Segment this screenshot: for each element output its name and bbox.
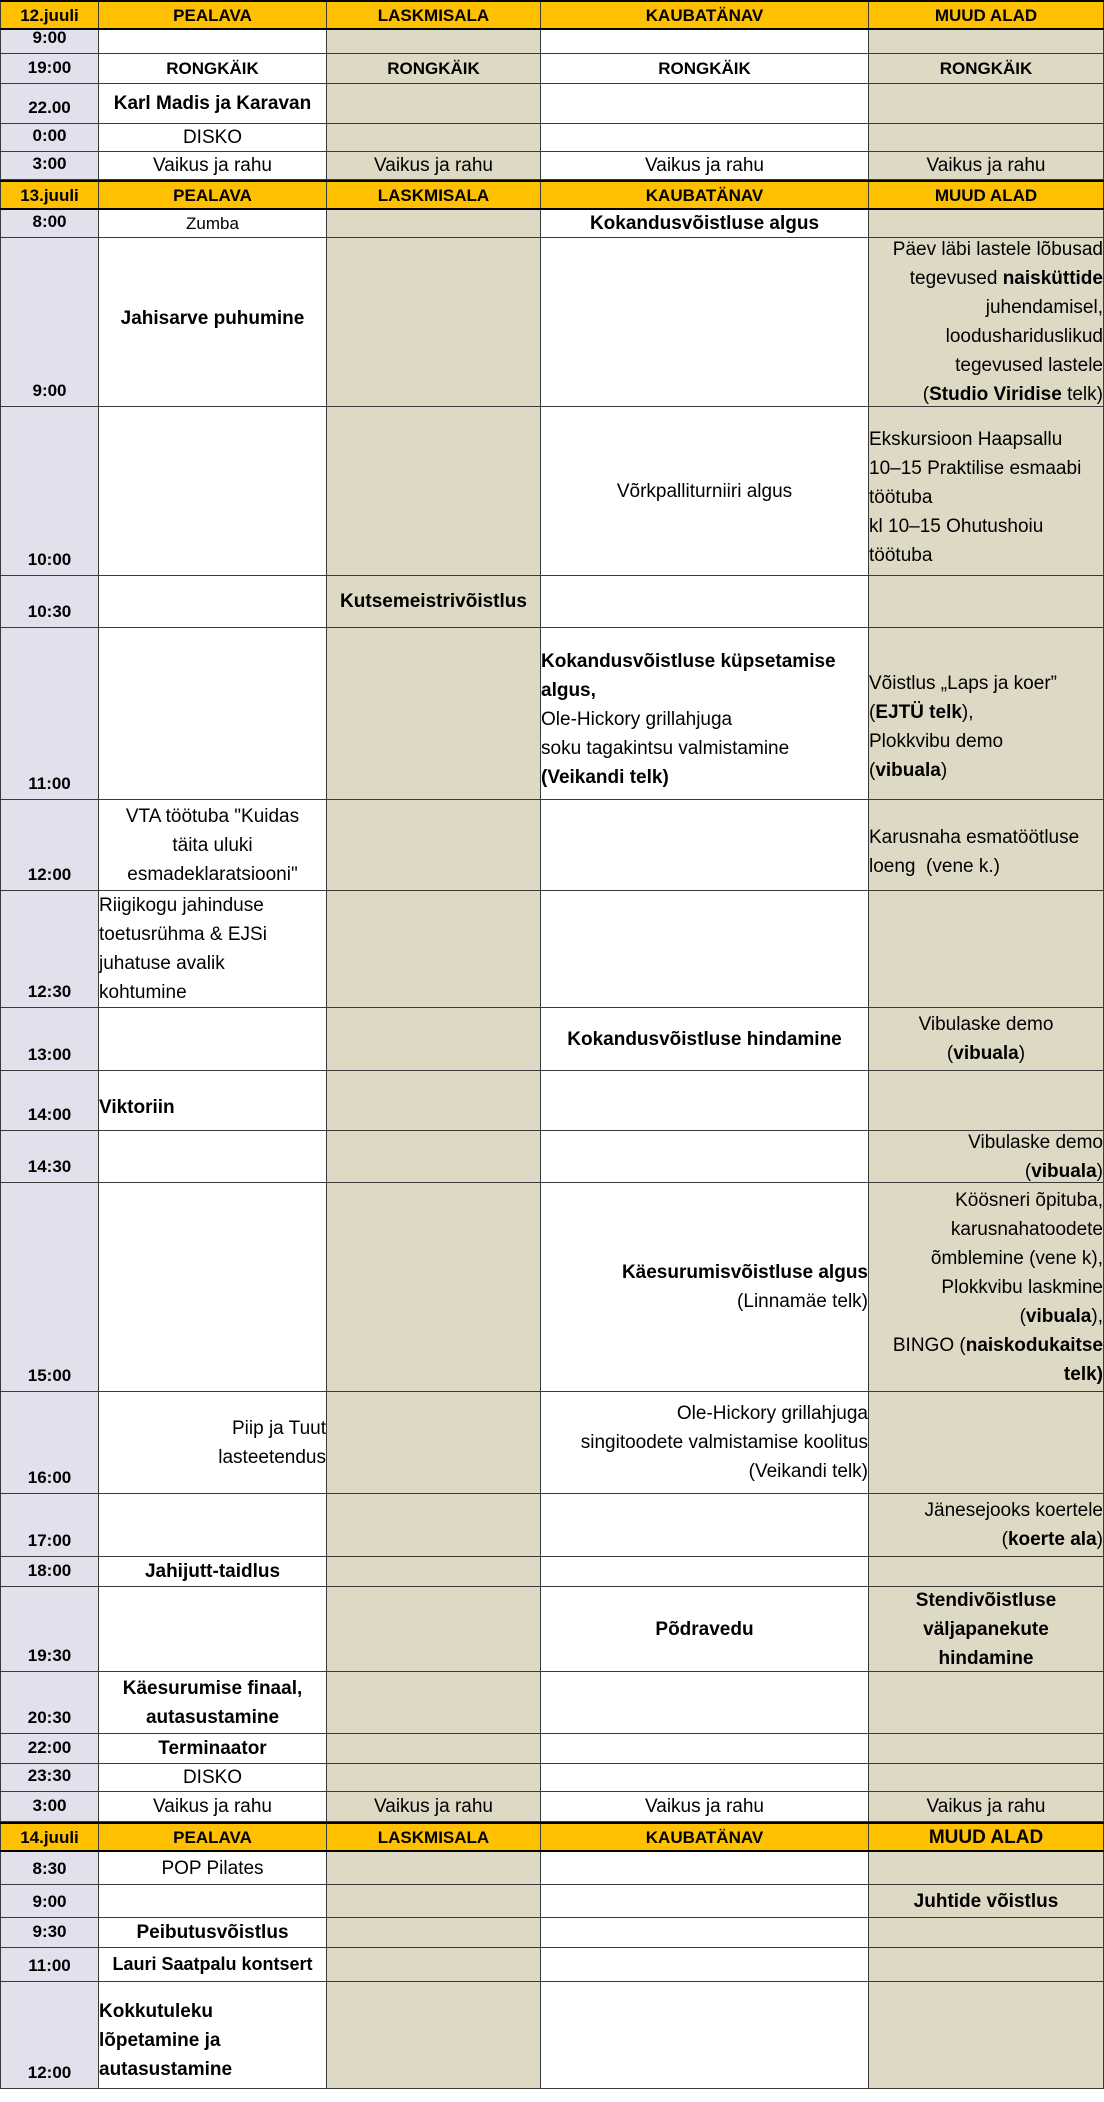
muud-line: Plokkvibu laskmine	[941, 1276, 1103, 1298]
kaubatanav-cell	[541, 1557, 869, 1587]
schedule-row	[0, 1071, 1104, 1131]
time-cell: 22:00	[0, 1734, 99, 1764]
time-cell: 11:00	[0, 1948, 99, 1982]
schedule-row	[0, 1885, 1104, 1918]
kaubatanav-cell	[541, 84, 869, 124]
laskmisala-cell	[327, 30, 541, 54]
schedule-row	[0, 1183, 1104, 1392]
laskmisala-cell	[327, 1852, 541, 1885]
schedule-row	[0, 1672, 1104, 1734]
muud-cell	[869, 1672, 1104, 1734]
col-header-kaubatanav: KAUBATÄNAV	[541, 1824, 869, 1850]
time-cell: 22.00	[0, 84, 99, 124]
kaubatanav-cell	[541, 800, 869, 891]
laskmisala-cell	[327, 1982, 541, 2089]
kaubatanav-line: Ole-Hickory grillahjuga	[676, 1403, 868, 1424]
schedule-row	[0, 891, 1104, 1008]
laskmisala-cell	[327, 1131, 541, 1183]
time-cell: 16:00	[0, 1392, 99, 1494]
pealava-cell: Jahijutt-taidlus	[99, 1557, 327, 1587]
kaubatanav-cell	[541, 1183, 869, 1392]
muud-line: (koerte ala)	[1001, 1529, 1103, 1550]
muud-line: juhendamisel,	[985, 297, 1103, 318]
pealava-cell	[99, 407, 327, 576]
laskmisala-cell	[327, 1183, 541, 1392]
muud-cell: RONGKÄIK	[869, 54, 1104, 84]
laskmisala-cell	[327, 210, 541, 238]
muud-line: töötuba	[869, 486, 933, 508]
muud-cell	[869, 1071, 1104, 1131]
time-cell: 12:00	[0, 800, 99, 891]
laskmisala-cell	[327, 1071, 541, 1131]
schedule-row	[0, 210, 1104, 238]
kaubatanav-cell	[541, 1672, 869, 1734]
kaubatanav-cell: Vaikus ja rahu	[541, 1792, 869, 1822]
muud-cell	[869, 124, 1104, 152]
kaubatanav-cell	[541, 1494, 869, 1557]
kaubatanav-line: (Linnamäe telk)	[737, 1291, 868, 1312]
muud-line: (vibuala)	[869, 759, 948, 781]
muud-line: Ekskursioon Haapsallu	[869, 428, 1063, 450]
muud-cell	[869, 30, 1104, 54]
pealava-line: juhatuse avalik	[99, 953, 225, 974]
time-cell: 0:00	[0, 124, 99, 152]
pealava-line: täita uluki	[172, 834, 253, 856]
laskmisala-cell	[327, 84, 541, 124]
pealava-cell: Vaikus ja rahu	[99, 152, 327, 180]
laskmisala-cell	[327, 891, 541, 1008]
pealava-line: VTA töötuba "Kuidas	[125, 805, 300, 827]
kaubatanav-cell	[541, 1071, 869, 1131]
laskmisala-cell	[327, 800, 541, 891]
pealava-cell	[99, 1885, 327, 1918]
kaubatanav-line: Käesurumisvõistluse algus	[621, 1262, 868, 1283]
kaubatanav-cell	[541, 1392, 869, 1494]
kaubatanav-line: (Veikandi telk)	[541, 767, 669, 788]
schedule-row	[0, 238, 1104, 407]
time-cell: 10:00	[0, 407, 99, 576]
muud-line: (vibuala)	[946, 1043, 1026, 1064]
pealava-line: esmadeklaratsiooni"	[127, 863, 298, 885]
laskmisala-cell	[327, 1587, 541, 1672]
col-header-pealava: PEALAVA	[99, 2, 327, 28]
kaubatanav-cell	[541, 1764, 869, 1792]
muud-line: loodushariduslikud	[945, 326, 1103, 347]
muud-line: 10–15 Praktilise esmaabi	[869, 457, 1082, 479]
time-cell: 8:00	[0, 210, 99, 238]
pealava-cell: Viktoriin	[99, 1071, 327, 1131]
muud-line: kl 10–15 Ohutushoiu	[869, 515, 1044, 537]
laskmisala-cell	[327, 238, 541, 407]
kaubatanav-cell: Põdravedu	[541, 1587, 869, 1672]
pealava-line: Kokkutuleku	[99, 2000, 214, 2022]
time-cell: 14:30	[0, 1131, 99, 1183]
pealava-cell: Vaikus ja rahu	[99, 1792, 327, 1822]
pealava-line: kohtumine	[99, 982, 187, 1003]
muud-cell	[869, 210, 1104, 238]
col-header-muud-alad: MUUD ALAD	[869, 1824, 1104, 1850]
kaubatanav-cell	[541, 1131, 869, 1183]
kaubatanav-cell	[541, 124, 869, 152]
muud-cell	[869, 1587, 1104, 1672]
pealava-cell	[99, 891, 327, 1008]
schedule-row	[0, 152, 1104, 180]
pealava-cell	[99, 30, 327, 54]
schedule-row	[0, 1792, 1104, 1822]
time-cell: 12:00	[0, 1982, 99, 2089]
muud-cell	[869, 1982, 1104, 2089]
schedule-row	[0, 576, 1104, 628]
kaubatanav-cell: Kokandusvõistluse algus	[541, 210, 869, 238]
pealava-cell	[99, 628, 327, 800]
schedule-row	[0, 1852, 1104, 1885]
col-header-laskmisala: LASKMISALA	[327, 1824, 541, 1850]
time-cell: 11:00	[0, 628, 99, 800]
kaubatanav-cell	[541, 891, 869, 1008]
pealava-line: toetusrühma & EJSi	[99, 924, 267, 945]
muud-cell	[869, 1852, 1104, 1885]
time-cell: 10:30	[0, 576, 99, 628]
schedule-row	[0, 30, 1104, 54]
kaubatanav-line: singitoodete valmistamise koolitus	[580, 1432, 868, 1453]
kaubatanav-cell: Kokandusvõistluse hindamine	[541, 1008, 869, 1071]
kaubatanav-line: Kokandusvõistluse küpsetamise	[541, 651, 836, 672]
muud-line: (EJTÜ telk),	[869, 701, 974, 723]
pealava-line: Piip ja Tuut	[232, 1417, 326, 1439]
kaubatanav-cell	[541, 238, 869, 407]
muud-cell	[869, 576, 1104, 628]
col-header-laskmisala: LASKMISALA	[327, 182, 541, 208]
pealava-cell	[99, 1008, 327, 1071]
pealava-cell: Lauri Saatpalu kontsert	[99, 1948, 327, 1982]
muud-line: Võistlus „Laps ja koer”	[869, 672, 1057, 694]
kaubatanav-cell	[541, 1885, 869, 1918]
pealava-cell: RONGKÄIK	[99, 54, 327, 84]
pealava-line: Riigikogu jahinduse	[99, 895, 264, 916]
laskmisala-cell: RONGKÄIK	[327, 54, 541, 84]
muud-line: Vibulaske demo	[968, 1131, 1103, 1153]
time-cell: 19:30	[0, 1587, 99, 1672]
day-date-cell: 14.juuli	[0, 1824, 99, 1850]
pealava-line: lasteetendus	[218, 1446, 326, 1468]
col-header-muud-alad: MUUD ALAD	[869, 182, 1104, 208]
muud-cell	[869, 1764, 1104, 1792]
kaubatanav-cell	[541, 1948, 869, 1982]
kaubatanav-line: soku tagakintsu valmistamine	[541, 738, 790, 759]
pealava-line: autasustamine	[145, 1706, 280, 1728]
kaubatanav-line: (Veikandi telk)	[748, 1461, 868, 1482]
muud-line: väljapanekute	[923, 1618, 1049, 1640]
laskmisala-cell: Vaikus ja rahu	[327, 1792, 541, 1822]
laskmisala-cell	[327, 1885, 541, 1918]
pealava-line: lõpetamine ja	[99, 2029, 221, 2051]
schedule-row	[0, 1392, 1104, 1494]
schedule-row	[0, 124, 1104, 152]
schedule-row	[0, 1008, 1104, 1071]
time-cell: 9:30	[0, 1918, 99, 1948]
muud-line: Plokkvibu demo	[869, 730, 1004, 752]
muud-cell	[869, 407, 1104, 576]
time-cell: 23:30	[0, 1764, 99, 1792]
schedule-row	[0, 1918, 1104, 1948]
kaubatanav-cell: Vaikus ja rahu	[541, 152, 869, 180]
muud-line: Stendivõistluse	[915, 1589, 1057, 1611]
col-header-laskmisala: LASKMISALA	[327, 2, 541, 28]
muud-line: Vibulaske demo	[918, 1014, 1054, 1035]
muud-line: loeng (vene k.)	[869, 856, 1000, 877]
muud-cell	[869, 84, 1104, 124]
laskmisala-cell	[327, 1494, 541, 1557]
laskmisala-cell	[327, 1918, 541, 1948]
pealava-line: Käesurumise finaal,	[122, 1677, 303, 1699]
pealava-cell	[99, 1494, 327, 1557]
muud-cell: Juhtide võistlus	[869, 1885, 1104, 1918]
day-header-row	[0, 0, 1104, 30]
time-cell: 17:00	[0, 1494, 99, 1557]
laskmisala-cell	[327, 1392, 541, 1494]
pealava-line: autasustamine	[99, 2058, 233, 2080]
pealava-cell	[99, 1392, 327, 1494]
kaubatanav-cell: RONGKÄIK	[541, 54, 869, 84]
muud-cell	[869, 1494, 1104, 1557]
laskmisala-cell	[327, 124, 541, 152]
muud-line: Köösneri õpituba,	[955, 1189, 1103, 1211]
schedule-row	[0, 54, 1104, 84]
schedule-row	[0, 800, 1104, 891]
kaubatanav-line: algus,	[541, 680, 596, 701]
pealava-cell: Zumba	[99, 210, 327, 238]
muud-line: karusnahatoodete	[950, 1218, 1103, 1240]
pealava-cell: Jahisarve puhumine	[99, 238, 327, 407]
time-cell: 3:00	[0, 1792, 99, 1822]
laskmisala-cell	[327, 1734, 541, 1764]
kaubatanav-cell	[541, 1734, 869, 1764]
muud-cell	[869, 1557, 1104, 1587]
laskmisala-cell	[327, 1672, 541, 1734]
muud-line: hindamine	[938, 1647, 1034, 1669]
kaubatanav-cell	[541, 30, 869, 54]
muud-cell	[869, 1131, 1104, 1183]
day-header-row	[0, 180, 1104, 210]
schedule-row	[0, 1494, 1104, 1557]
laskmisala-cell	[327, 1557, 541, 1587]
kaubatanav-cell	[541, 1918, 869, 1948]
muud-line: Karusnaha esmatöötluse	[869, 827, 1080, 848]
pealava-cell	[99, 1131, 327, 1183]
kaubatanav-cell	[541, 1982, 869, 2089]
muud-line: (Studio Viridise telk)	[922, 384, 1103, 405]
time-cell: 9:00	[0, 238, 99, 407]
muud-cell	[869, 891, 1104, 1008]
muud-line: tegevused lastele	[955, 355, 1103, 376]
laskmisala-cell	[327, 1008, 541, 1071]
time-cell: 12:30	[0, 891, 99, 1008]
kaubatanav-cell	[541, 576, 869, 628]
col-header-kaubatanav: KAUBATÄNAV	[541, 2, 869, 28]
schedule-row	[0, 1587, 1104, 1672]
col-header-pealava: PEALAVA	[99, 182, 327, 208]
schedule-row	[0, 1131, 1104, 1183]
schedule-row	[0, 1734, 1104, 1764]
pealava-cell	[99, 1672, 327, 1734]
pealava-cell	[99, 576, 327, 628]
muud-line: õmblemine (vene k),	[930, 1247, 1103, 1269]
kaubatanav-cell	[541, 628, 869, 800]
kaubatanav-cell: Võrkpalliturniiri algus	[541, 407, 869, 576]
muud-cell: Vaikus ja rahu	[869, 152, 1104, 180]
laskmisala-cell	[327, 1764, 541, 1792]
time-cell: 19:00	[0, 54, 99, 84]
time-cell: 13:00	[0, 1008, 99, 1071]
schedule-row	[0, 628, 1104, 800]
muud-line: BINGO (naiskodukaitse	[892, 1334, 1103, 1356]
pealava-cell: DISKO	[99, 124, 327, 152]
pealava-cell	[99, 800, 327, 891]
muud-cell	[869, 1392, 1104, 1494]
pealava-cell: Terminaator	[99, 1734, 327, 1764]
laskmisala-cell: Vaikus ja rahu	[327, 152, 541, 180]
kaubatanav-line: Ole-Hickory grillahjuga	[541, 709, 733, 730]
muud-cell: Vaikus ja rahu	[869, 1792, 1104, 1822]
col-header-pealava: PEALAVA	[99, 1824, 327, 1850]
pealava-cell: POP Pilates	[99, 1852, 327, 1885]
pealava-cell: Karl Madis ja Karavan	[99, 84, 327, 124]
time-cell: 9:00	[0, 1885, 99, 1918]
muud-cell	[869, 800, 1104, 891]
schedule-row	[0, 1948, 1104, 1982]
col-header-kaubatanav: KAUBATÄNAV	[541, 182, 869, 208]
pealava-cell	[99, 1982, 327, 2089]
muud-cell	[869, 1008, 1104, 1071]
muud-cell	[869, 1948, 1104, 1982]
muud-line: (vibuala)	[1024, 1160, 1103, 1182]
time-cell: 14:00	[0, 1071, 99, 1131]
pealava-cell: Peibutusvõistlus	[99, 1918, 327, 1948]
time-cell: 18:00	[0, 1557, 99, 1587]
muud-cell	[869, 1734, 1104, 1764]
col-header-muud-alad: MUUD ALAD	[869, 2, 1104, 28]
pealava-cell	[99, 1587, 327, 1672]
schedule-row	[0, 1557, 1104, 1587]
muud-line: (vibuala),	[1019, 1305, 1103, 1327]
muud-cell	[869, 238, 1104, 407]
schedule-row	[0, 407, 1104, 576]
muud-line: telk)	[1063, 1363, 1103, 1385]
muud-line: Päev läbi lastele lõbusad	[892, 239, 1103, 260]
muud-cell	[869, 1918, 1104, 1948]
laskmisala-cell	[327, 628, 541, 800]
time-cell: 20:30	[0, 1672, 99, 1734]
kaubatanav-cell	[541, 1852, 869, 1885]
day-date-cell: 13.juuli	[0, 182, 99, 208]
laskmisala-cell	[327, 407, 541, 576]
laskmisala-cell	[327, 1948, 541, 1982]
pealava-cell: DISKO	[99, 1764, 327, 1792]
time-cell: 15:00	[0, 1183, 99, 1392]
pealava-cell	[99, 1183, 327, 1392]
schedule-row	[0, 84, 1104, 124]
schedule-row	[0, 1764, 1104, 1792]
time-cell: 3:00	[0, 152, 99, 180]
muud-line: töötuba	[869, 544, 933, 566]
muud-cell	[869, 1183, 1104, 1392]
time-cell: 8:30	[0, 1852, 99, 1885]
muud-cell	[869, 628, 1104, 800]
day-date-cell: 12.juuli	[0, 2, 99, 28]
muud-line: tegevused naisküttide	[909, 268, 1103, 289]
laskmisala-cell: Kutsemeistrivõistlus	[327, 576, 541, 628]
schedule-row	[0, 1982, 1104, 2089]
time-cell: 9:00	[0, 30, 99, 54]
muud-line: Jänesejooks koertele	[924, 1500, 1103, 1521]
day-header-row	[0, 1822, 1104, 1852]
